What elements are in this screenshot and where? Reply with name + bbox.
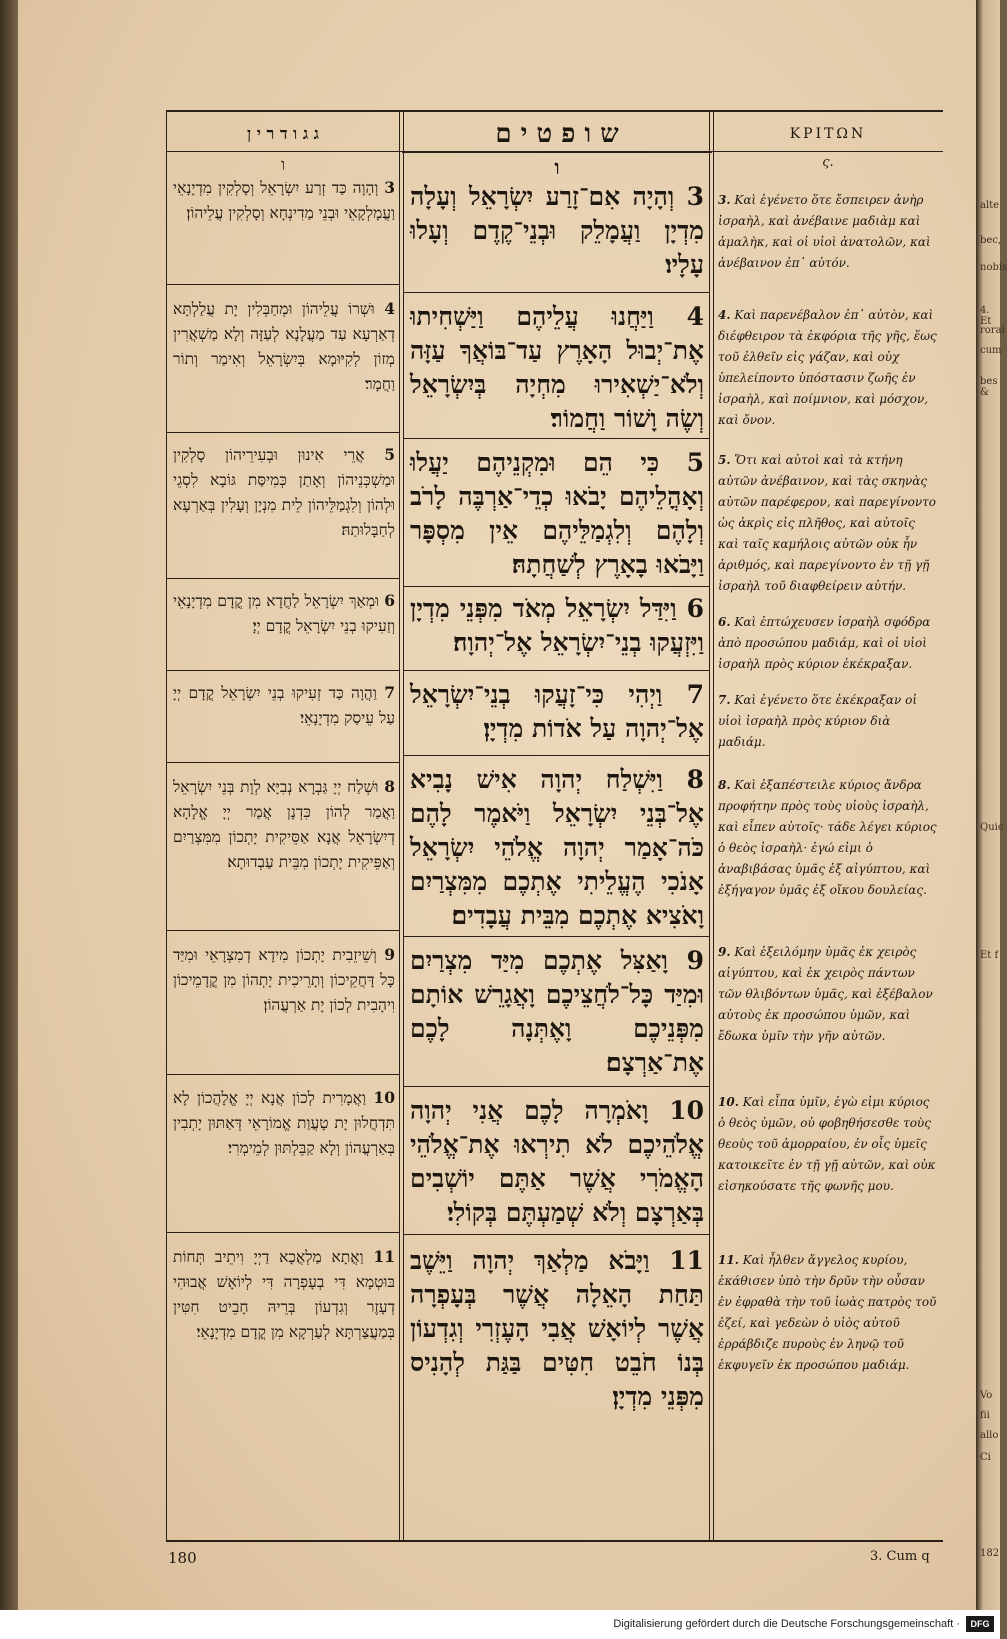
divider-hebrew-greek bbox=[709, 110, 710, 1540]
verse-separator bbox=[167, 1232, 399, 1233]
facing-page-fragment: rorai bbox=[980, 325, 1005, 336]
bottom-rule bbox=[166, 1540, 943, 1542]
hebrew-verse: 4 וַיַּחֲנוּ עֲלֵיהֶם וַיַּשְׁחִיתוּ אֶת־יְבוּל הָאָרֶץ עַד־בּוֹאֲךָ עַזָּה וְלֹא־יַשְׁאִירוּ מִחְיָה בְּיִשְׂרָאֵל וְשֶׂה וָשׁוֹר וַחֲמוֹר׃ bbox=[410, 302, 704, 433]
header-aramaic: ג ג ו ד ר י ן bbox=[247, 124, 319, 143]
facing-page-fragment: alte bbox=[980, 200, 1000, 211]
page-number: 180 bbox=[168, 1549, 197, 1567]
facing-page-fragment: nobis bbox=[980, 262, 1007, 273]
aramaic-verse: 8 וּשְׁלַח יְיָ גַּבְרָא נְבִיָּא לְוָת בְּנֵי יִשְׂרָאֵל וַאֲמַר לְהוֹן כִּדְנָן אֲמַר יְיָ אֱלָהָא דְיִשְׂרָאֵל אֲנָא אַסֵּיקִית יָתְכוֹן מִמִּצְרַיִם וְאַפֵּיקִית יָתְכוֹן מִבֵּית עַבְדוּתָא׃ bbox=[173, 777, 395, 871]
chapter-hebrew: ו bbox=[554, 155, 560, 179]
verse-separator bbox=[167, 670, 399, 671]
header-rule-hebrew bbox=[402, 151, 712, 153]
hebrew-verse: 7 וַיְהִי כִּי־זָעֲקוּ בְנֵי־יִשְׂרָאֵל אֶל־יְהוָה עַל אֹדוֹת מִדְיָן׃ bbox=[410, 680, 704, 743]
footer-credit: Digitalisierung gefördert durch die Deutsche Forschungsgemeinschaft · bbox=[613, 1618, 960, 1630]
header-rule-greek bbox=[712, 151, 943, 152]
facing-page-fragment: Ci bbox=[980, 1452, 991, 1463]
verse-separator bbox=[404, 936, 709, 937]
verse-separator bbox=[404, 670, 709, 671]
verse-separator bbox=[167, 762, 399, 763]
aramaic-verse: 7 וַהֲוָה כַּד זְעִיקוּ בְנֵי יִשְׂרָאֵל קֳדָם יְיָ עַל עֵיסַק מִדְיָנָאֵי׃ bbox=[173, 683, 395, 727]
verse-separator bbox=[167, 1074, 399, 1075]
facing-page-fragment: Vo bbox=[980, 1390, 993, 1401]
facing-page-fragment: Et f bbox=[980, 950, 999, 961]
verse-separator bbox=[404, 292, 709, 293]
facing-page-fragment: bec, bbox=[980, 235, 1002, 246]
top-rule bbox=[166, 110, 943, 112]
hebrew-verse: 10 וָאֹמְרָה לָכֶם אֲנִי יְהוָה אֱלֹהֵיכֶם לֹא תִירְאוּ אֶת־אֱלֹהֵי הָאֱמֹרִי אֲשֶׁר אַתֶּם יוֹשְׁבִים בְּאַרְצָם וְלֹא שְׁמַעְתֶּם בְּקוֹלִי׃ bbox=[410, 1096, 704, 1227]
divider-aramaic-hebrew-2 bbox=[403, 110, 404, 1540]
facing-page-fragment: Quic bbox=[980, 822, 1004, 833]
facing-page-fragment: 4. Et bbox=[980, 305, 992, 327]
aramaic-verse: 3 וְהָוָה כַּד זְרַע יִשְׂרָאֵל וְסָלְקִין מִדְיָנָאֵי וַעֲמָלְקָאֵי וּבְנֵי מַדִינְחָא וְסָלְקִין עֲלֵיהוֹן׃ bbox=[173, 178, 395, 222]
facing-page-edge bbox=[976, 0, 1007, 1610]
facing-page-fragment: cum bbox=[980, 345, 1002, 356]
catchword: 3. Cum q bbox=[870, 1549, 930, 1564]
aramaic-verse: 10 וַאֲמָרִית לְכוֹן אֲנָא יְיָ אֱלָהֲכוֹן לָא תִּדְחֲלוּן יָת טָעֲוַת אֱמוֹרָאֵי דְּאַתּוּן יָתְבִין בְּאַרְעֲהוֹן וְלָא קַבֵּלְתּוּן לְמֵימְרִי׃ bbox=[173, 1088, 395, 1157]
greek-verse: 5. Ὅτι καὶ αὐτοὶ καὶ τὰ κτήνη αὐτῶν ἀνέβαινον, καὶ τὰς σκηνὰς αὐτῶν παρέφερον, καὶ παρεγίνοντο ὡς ἀκρὶς εἰς πλῆθος, καὶ αὐτοῖς καὶ ταῖς καμήλοις αὐτῶν οὐκ ἦν ἀριθμός, καὶ παρεγίνοντο ἐν τῇ γῇ ἰσραὴλ τοῦ διαφθείρειν αὐτήν. bbox=[718, 453, 936, 593]
hebrew-verse: 6 וַיִּדַּל יִשְׂרָאֵל מְאֹד מִפְּנֵי מִדְיָן וַיִּזְעֲקוּ בְנֵי־יִשְׂרָאֵל אֶל־יְהוָה׃ bbox=[410, 594, 704, 657]
aramaic-verse: 6 וּמְאַךְ יִשְׂרָאֵל לַחֲדָא מִן קֳדָם מִדְיָנָאֵי וְזַעִיקוּ בְנֵי יִשְׂרָאֵל קֳדָם יְיָ׃ bbox=[173, 591, 395, 635]
aramaic-verse: 4 וּשְׁרוֹ עֲלֵיהוֹן וּמְחַבְּלִין יָת עֲלַלְתָּא דְאַרְעָא עַד מַעֲלָנָא לְעַזָּה וְלָא מַשְׁאֲרִין מְזוֹן לְקִיּוּמָא בְּיִשְׂרָאֵל וְאִימַר וְתוֹר וַחֲמָר׃ bbox=[173, 299, 395, 393]
hebrew-verse: 8 וַיִּשְׁלַח יְהוָה אִישׁ נָבִיא אֶל־בְּנֵי יִשְׂרָאֵל וַיֹּאמֶר לָהֶם כֹּה־אָמַר יְהוָה אֱלֹהֵי יִשְׂרָאֵל אָנֹכִי הֶעֱלֵיתִי אֶתְכֶם מִמִּצְרַיִם וָאֹצִיא אֶתְכֶם מִבֵּית עֲבָדִים׃ bbox=[410, 765, 704, 930]
divider-hebrew-greek-2 bbox=[713, 110, 714, 1540]
verse-separator bbox=[404, 438, 709, 439]
header-rule-aramaic bbox=[166, 151, 402, 152]
header-greek: ΚΡΙΤΩΝ bbox=[789, 126, 867, 142]
verse-separator bbox=[404, 755, 709, 756]
aramaic-verse: 9 וְשֵׁיזֵבִית יָתְכוֹן מִידָא דְמִצְרָאֵי וּמִיַּד כָּל דָּחֲקֵיכוֹן וְתָרֵיכִית יָתְהוֹן מִן קֳדָמֵיכוֹן וִיהָבִית לְכוֹן יָת אַרְעֲהוֹן׃ bbox=[173, 945, 395, 1014]
book-spine-edge bbox=[0, 0, 18, 1639]
chapter-greek: ς. bbox=[822, 155, 834, 170]
aramaic-verse: 11 וַאֲתָא מַלְאֲכָא דַיְיָ וִיתֵיב תְּחוֹת בּוּטְמָא דִּי בְעָפְרָה דִּי לְיוֹאָשׁ אֲבוּהִי דְעָזֶר וְגִדְעוֹן בְּרֵיהּ חָבֵיט חִטִּין בְּמַעֲצַרְתָּא לְעַרְקָא מִן קֳדָם מִדְיָנָאֵי׃ bbox=[173, 1247, 395, 1341]
greek-verse: 8. Καὶ ἐξαπέστειλε κύριος ἄνδρα προφήτην πρὸς τοὺς υἱοὺς ἰσραὴλ, καὶ εἶπεν αὐτοῖς· τάδε λέγει κύριος ὁ θεὸς ἰσραὴλ· ἐγώ εἰμι ὁ ἀναβιβάσας ὑμᾶς ἐξ αἰγύπτου, καὶ ἐξήγαγον ὑμᾶς ἐξ οἴκου δουλείας. bbox=[718, 778, 937, 897]
verse-separator bbox=[167, 930, 399, 931]
verse-separator bbox=[404, 1086, 709, 1087]
facing-page-fragment: bes & bbox=[980, 376, 998, 398]
hebrew-verse: 3 וְהָיָה אִם־זָרַע יִשְׂרָאֵל וְעָלָה מִדְיָן וַעֲמָלֵק וּבְנֵי־קֶדֶם וְעָלוּ עָלָיו׃ bbox=[410, 182, 704, 279]
hebrew-verse: 5 כִּי הֵם וּמִקְנֵיהֶם יַעֲלוּ וְאָהֳלֵיהֶם יָבֹאוּ כְדֵי־אַרְבֶּה לָרֹב וְלָהֶם וְלִגְמַלֵּיהֶם אֵין מִסְפָּר וַיָּבֹאוּ בָאָרֶץ לְשַׁחֲתָהּ׃ bbox=[410, 448, 704, 579]
verse-separator bbox=[404, 586, 709, 587]
greek-verse: 9. Καὶ ἐξειλόμην ὑμᾶς ἐκ χειρὸς αἰγύπτου, καὶ ἐκ χειρὸς πάντων τῶν θλιβόντων ὑμᾶς, καὶ ἐξέβαλον αὐτοὺς ἐκ προσώπου ὑμῶν, καὶ ἔδωκα ὑμῖν τὴν γῆν αὐτῶν. bbox=[718, 945, 933, 1043]
digitization-footer bbox=[0, 1610, 1000, 1639]
dfg-logo: DFG bbox=[966, 1616, 994, 1632]
greek-verse: 6. Καὶ ἐπτώχευσεν ἰσραὴλ σφόδρα ἀπὸ προσώπου μαδιάμ, καὶ οἱ υἱοὶ ἰσραὴλ πρὸς κύριον ἐκέκραξαν. bbox=[718, 615, 931, 671]
greek-verse: 3. Καὶ ἐγένετο ὅτε ἔσπειρεν ἀνὴρ ἰσραὴλ, καὶ ἀνέβαινε μαδιὰμ καὶ ἀμαλὴκ, καὶ οἱ υἱοὶ ἀνατολῶν, καὶ ἀνέβαινον ἐπ᾽ αὐτόν. bbox=[718, 193, 931, 270]
header-hebrew: ש ו פ ט י ם bbox=[495, 119, 619, 149]
chapter-aramaic: ו bbox=[280, 155, 286, 174]
verse-separator bbox=[167, 578, 399, 579]
hebrew-verse: 11 וַיָּבֹא מַלְאַךְ יְהוָה וַיֵּשֶׁב תַּחַת הָאֵלָה אֲשֶׁר בְּעָפְרָה אֲשֶׁר לְיוֹאָשׁ אֲבִי הָעֶזְרִי וְגִדְעוֹן בְּנוֹ חֹבֵט חִטִּים בַּגַּת לְהָנִיס מִפְּנֵי מִדְיָן׃ bbox=[410, 1246, 704, 1411]
facing-page-fragment: 182 bbox=[980, 1548, 1000, 1559]
facing-page-fragment: allo bbox=[980, 1430, 999, 1441]
facing-page-fragment: fii bbox=[980, 1410, 990, 1421]
greek-verse: 4. Καὶ παρενέβαλον ἐπ᾽ αὐτὸν, καὶ διέφθειρον τὰ ἐκφόρια τῆς γῆς, ἕως τοῦ ἐλθεῖν εἰς γάζαν, καὶ οὐχ ὑπελείποντο ὑπόστασιν ζωῆς ἐν ἰσραὴλ, καὶ ποίμνιον, καὶ μόσχον, καὶ ὄνον. bbox=[718, 308, 937, 427]
hebrew-verse: 9 וָאַצִּל אֶתְכֶם מִיַּד מִצְרַיִם וּמִיַּד כָּל־לֹחֲצֵיכֶם וָאֲגָרֵשׁ אוֹתָם מִפְּנֵיכֶם וָאֶתְּנָה לָכֶם אֶת־אַרְצָם׃ bbox=[410, 946, 704, 1077]
greek-verse: 7. Καὶ ἐγένετο ὅτε ἐκέκραξαν οἱ υἱοὶ ἰσραὴλ πρὸς κύριον διὰ μαδιάμ. bbox=[718, 693, 918, 749]
greek-verse: 11. Καὶ ἦλθεν ἄγγελος κυρίου, ἐκάθισεν ὑπὸ τὴν δρῦν τὴν οὖσαν ἐν ἐφραθὰ τὴν τοῦ ἰωὰς πατρὸς τοῦ ἐζεί, καὶ γεδεὼν ὁ υἱὸς αὐτοῦ ἐρράβδιζε πυροὺς ἐν ληνῷ τοῦ ἐκφυγεῖν ἐκ προσώπου μαδιάμ. bbox=[718, 1253, 937, 1372]
greek-verse: 10. Καὶ εἶπα ὑμῖν, ἐγὼ εἰμι κύριος ὁ θεὸς ὑμῶν, οὐ φοβηθήσεσθε τοὺς θεοὺς τοῦ ἀμορραίου, ἐν οἷς ὑμεῖς κατοικεῖτε ἐν τῇ γῇ αὐτῶν, καὶ οὐκ εἰσηκούσατε τῆς φωνῆς μου. bbox=[718, 1095, 936, 1193]
left-border bbox=[166, 110, 167, 1540]
verse-separator bbox=[167, 284, 399, 285]
book-page bbox=[18, 0, 976, 1610]
verse-separator bbox=[404, 1234, 709, 1235]
verse-separator bbox=[167, 432, 399, 433]
aramaic-verse: 5 אֲרֵי אִינוּן וּבְעִירֵיהוֹן סָלְקִין וּמַשְׁכְּנֵיהוֹן וְאָתַן כְּמִיסַּת גּוֹבָא לִסְגֵי וּלְהוֹן וְלִגְמַלֵּיהוֹן לֵית מִנְיָן וְעָלִין בְּאַרְעָא לְחַבָּלוּתַהּ׃ bbox=[173, 445, 395, 539]
divider-aramaic-hebrew bbox=[399, 110, 400, 1540]
